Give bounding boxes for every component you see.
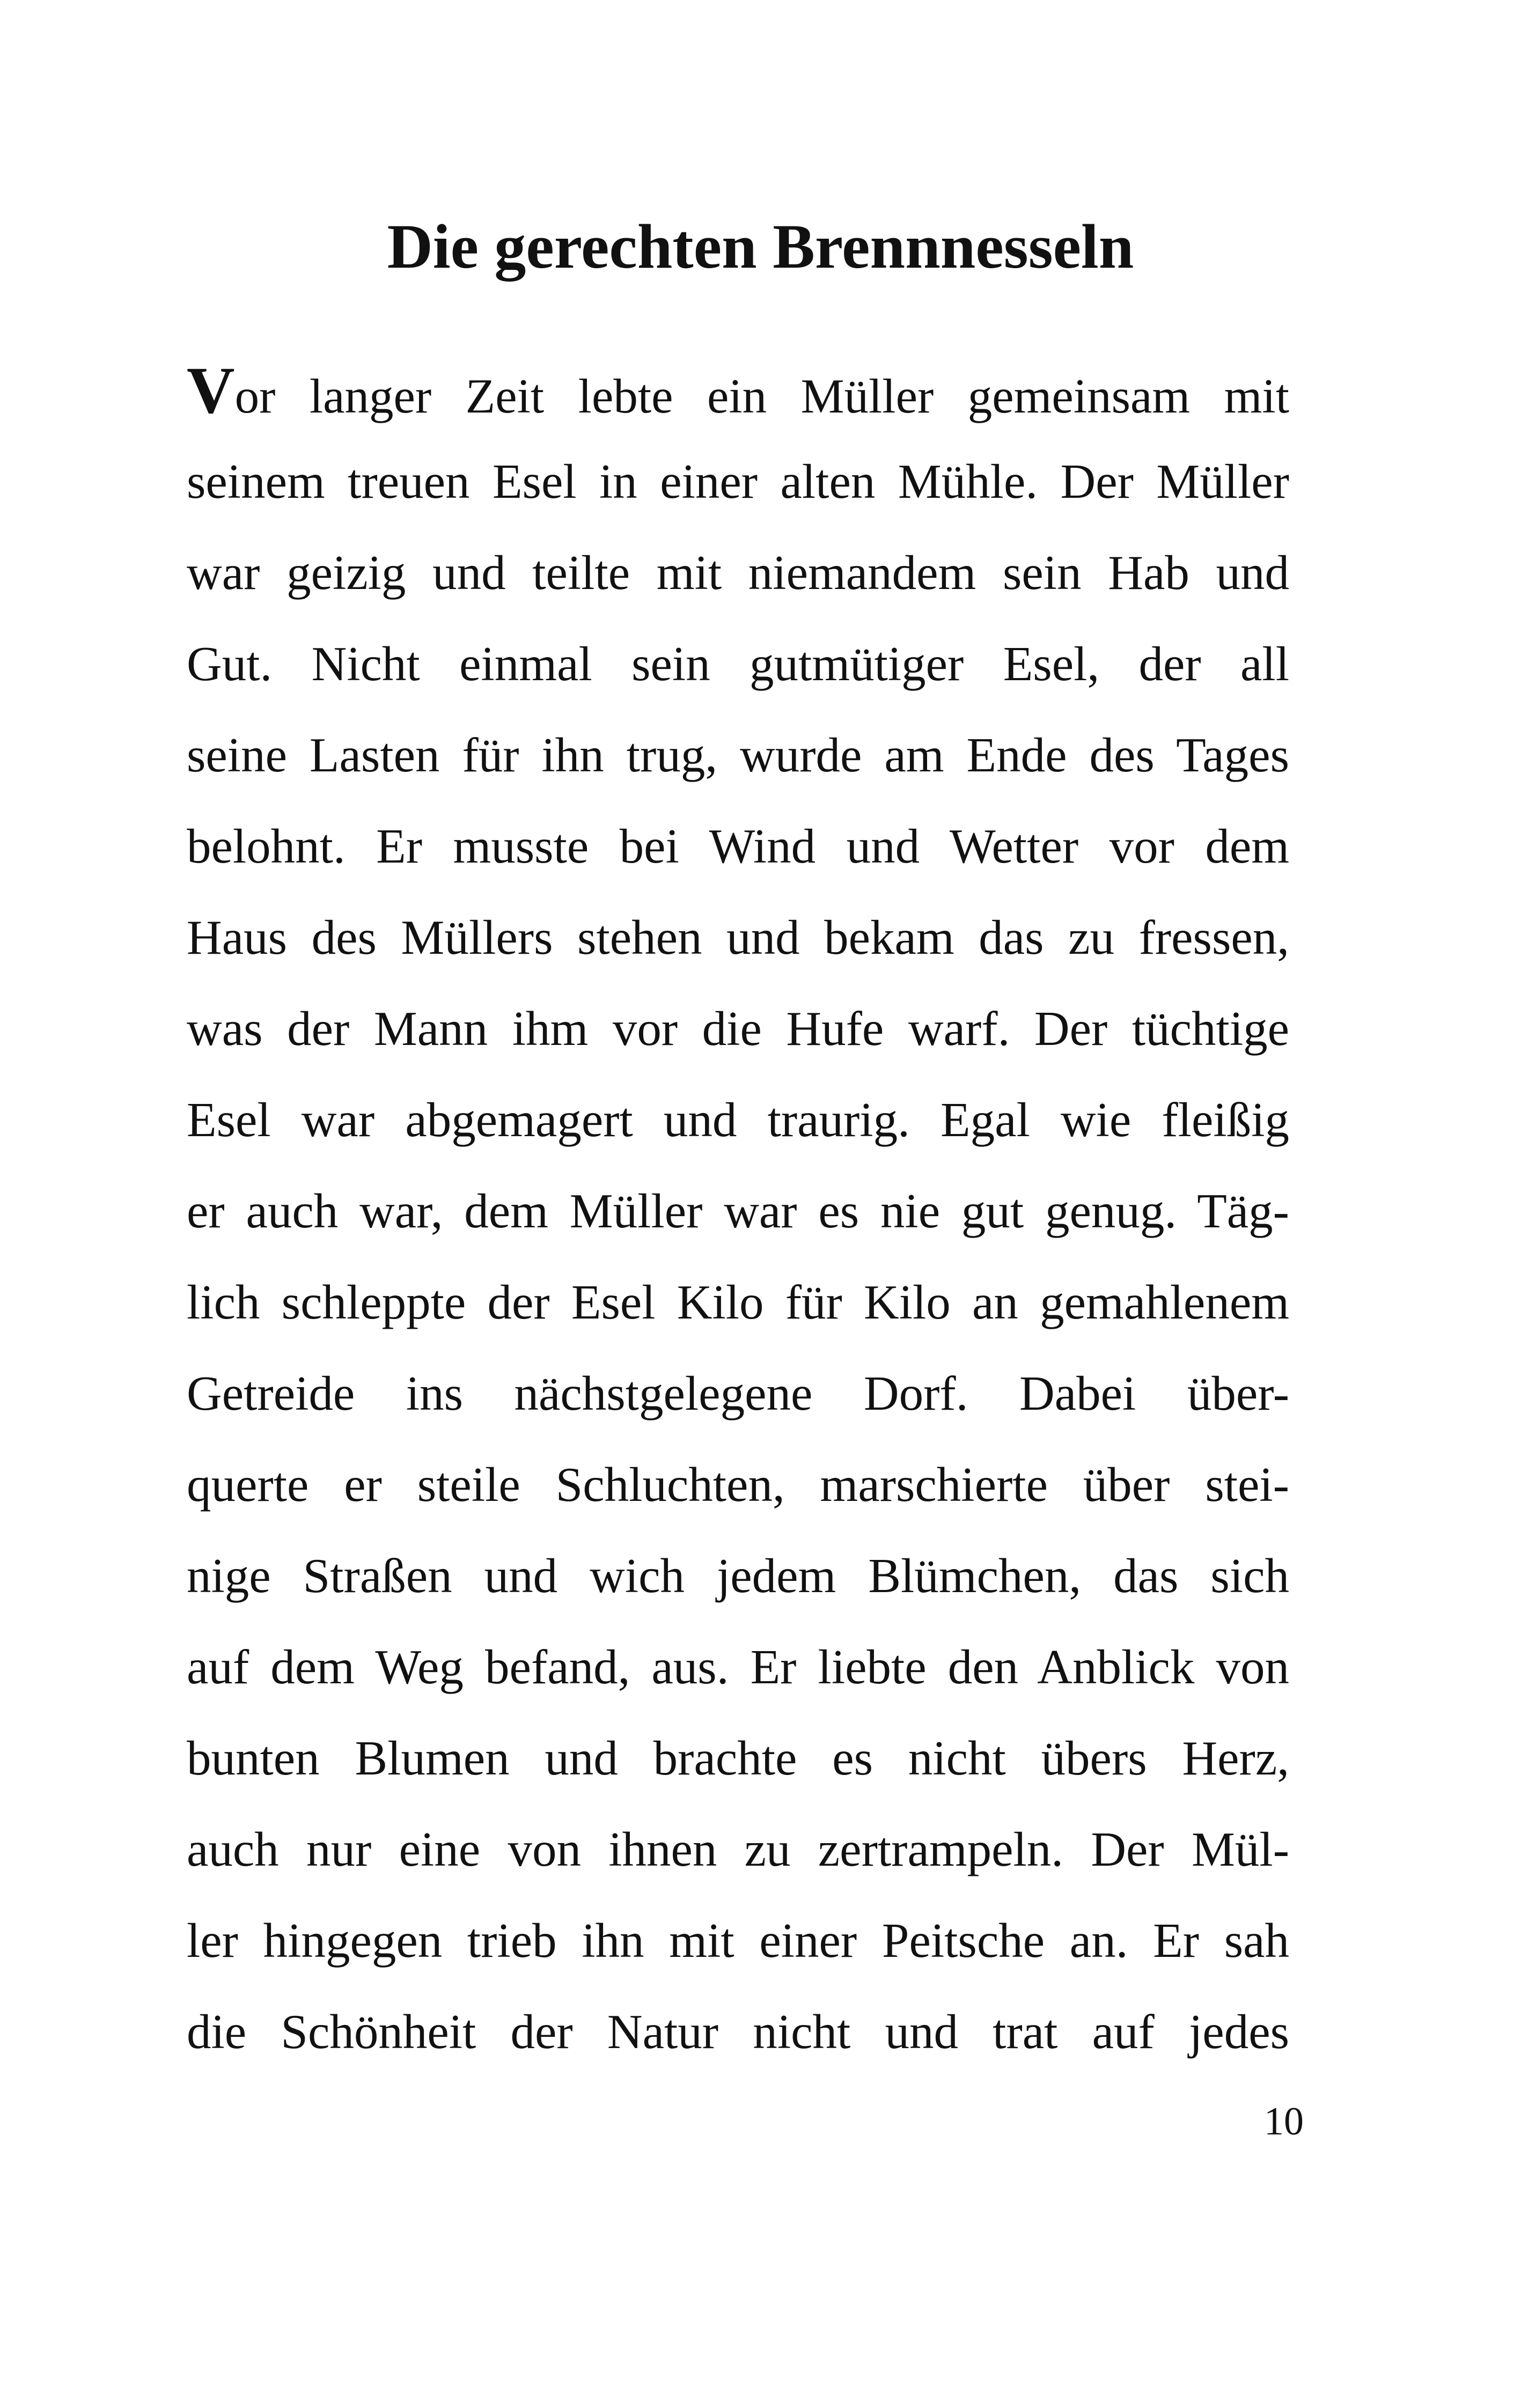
text-line-15 [187,1622,1289,1713]
text-line-1 [187,345,1289,436]
text-line-content: bunten Blumen und brachte es nicht übers Herz, [187,1731,1289,1785]
text-line-content: ler hingegen trieb ihn mit einer Peitsche an. Er sah [187,1913,1289,1968]
text-line-5 [187,710,1289,801]
text-line-content: auf dem Weg befand, aus. Er liebte den Anblick von [187,1640,1289,1694]
body-text [187,345,1289,2078]
text-line-content: lich schleppte der Esel Kilo für Kilo an gemahlenem [187,1275,1289,1329]
text-line-content: auch nur eine von ihnen zu zertrampeln. Der Mül- [187,1822,1289,1876]
text-line-11 [187,1257,1289,1348]
text-line-16 [187,1713,1289,1804]
text-line-12 [187,1348,1289,1439]
text-line-content: belohnt. Er musste bei Wind und Wetter vor dem [187,819,1289,873]
chapter-title: Die gerechten Brennnesseln [387,211,1134,282]
drop-cap: V [187,354,235,427]
text-line-3 [187,527,1289,618]
text-line-8 [187,983,1289,1074]
text-line-13 [187,1439,1289,1530]
text-line-content: seinem treuen Esel in einer alten Mühle. Der Müller [187,454,1289,509]
text-line-10 [187,1166,1289,1257]
text-line-7 [187,892,1289,983]
text-line-content: die Schönheit der Natur nicht und trat auf jedes [187,2005,1289,2059]
text-line-6 [187,801,1289,892]
text-line-content: querte er steile Schluchten, marschierte über stei- [187,1457,1289,1512]
page-number: 10 [1264,2100,1304,2144]
text-line-1-content: or langer Zeit lebte ein Müller gemeinsam mit [234,369,1289,423]
text-line-2 [187,436,1289,527]
text-line-4 [187,618,1289,710]
text-line-content: was der Mann ihm vor die Hufe warf. Der tüchtige [187,1002,1289,1056]
text-line-content: Gut. Nicht einmal sein gutmütiger Esel, der all [187,637,1289,691]
text-line-content: nige Straßen und wich jedem Blümchen, das sich [187,1549,1289,1603]
text-line-content: Getreide ins nächstgelegene Dorf. Dabei über- [187,1366,1289,1420]
text-line-14 [187,1530,1289,1622]
text-line-19 [187,1986,1289,2078]
text-line-content: war geizig und teilte mit niemandem sein Hab und [187,546,1289,600]
text-line-content: seine Lasten für ihn trug, wurde am Ende des Tages [187,728,1289,782]
text-line-18 [187,1895,1289,1986]
text-line-content: Haus des Müllers stehen und bekam das zu fressen, [187,910,1289,964]
text-line-content: Esel war abgemagert und traurig. Egal wie fleißig [187,1093,1289,1147]
text-line-9 [187,1074,1289,1166]
text-line-content: er auch war, dem Müller war es nie gut genug. Täg- [187,1184,1289,1238]
text-line-17 [187,1804,1289,1895]
